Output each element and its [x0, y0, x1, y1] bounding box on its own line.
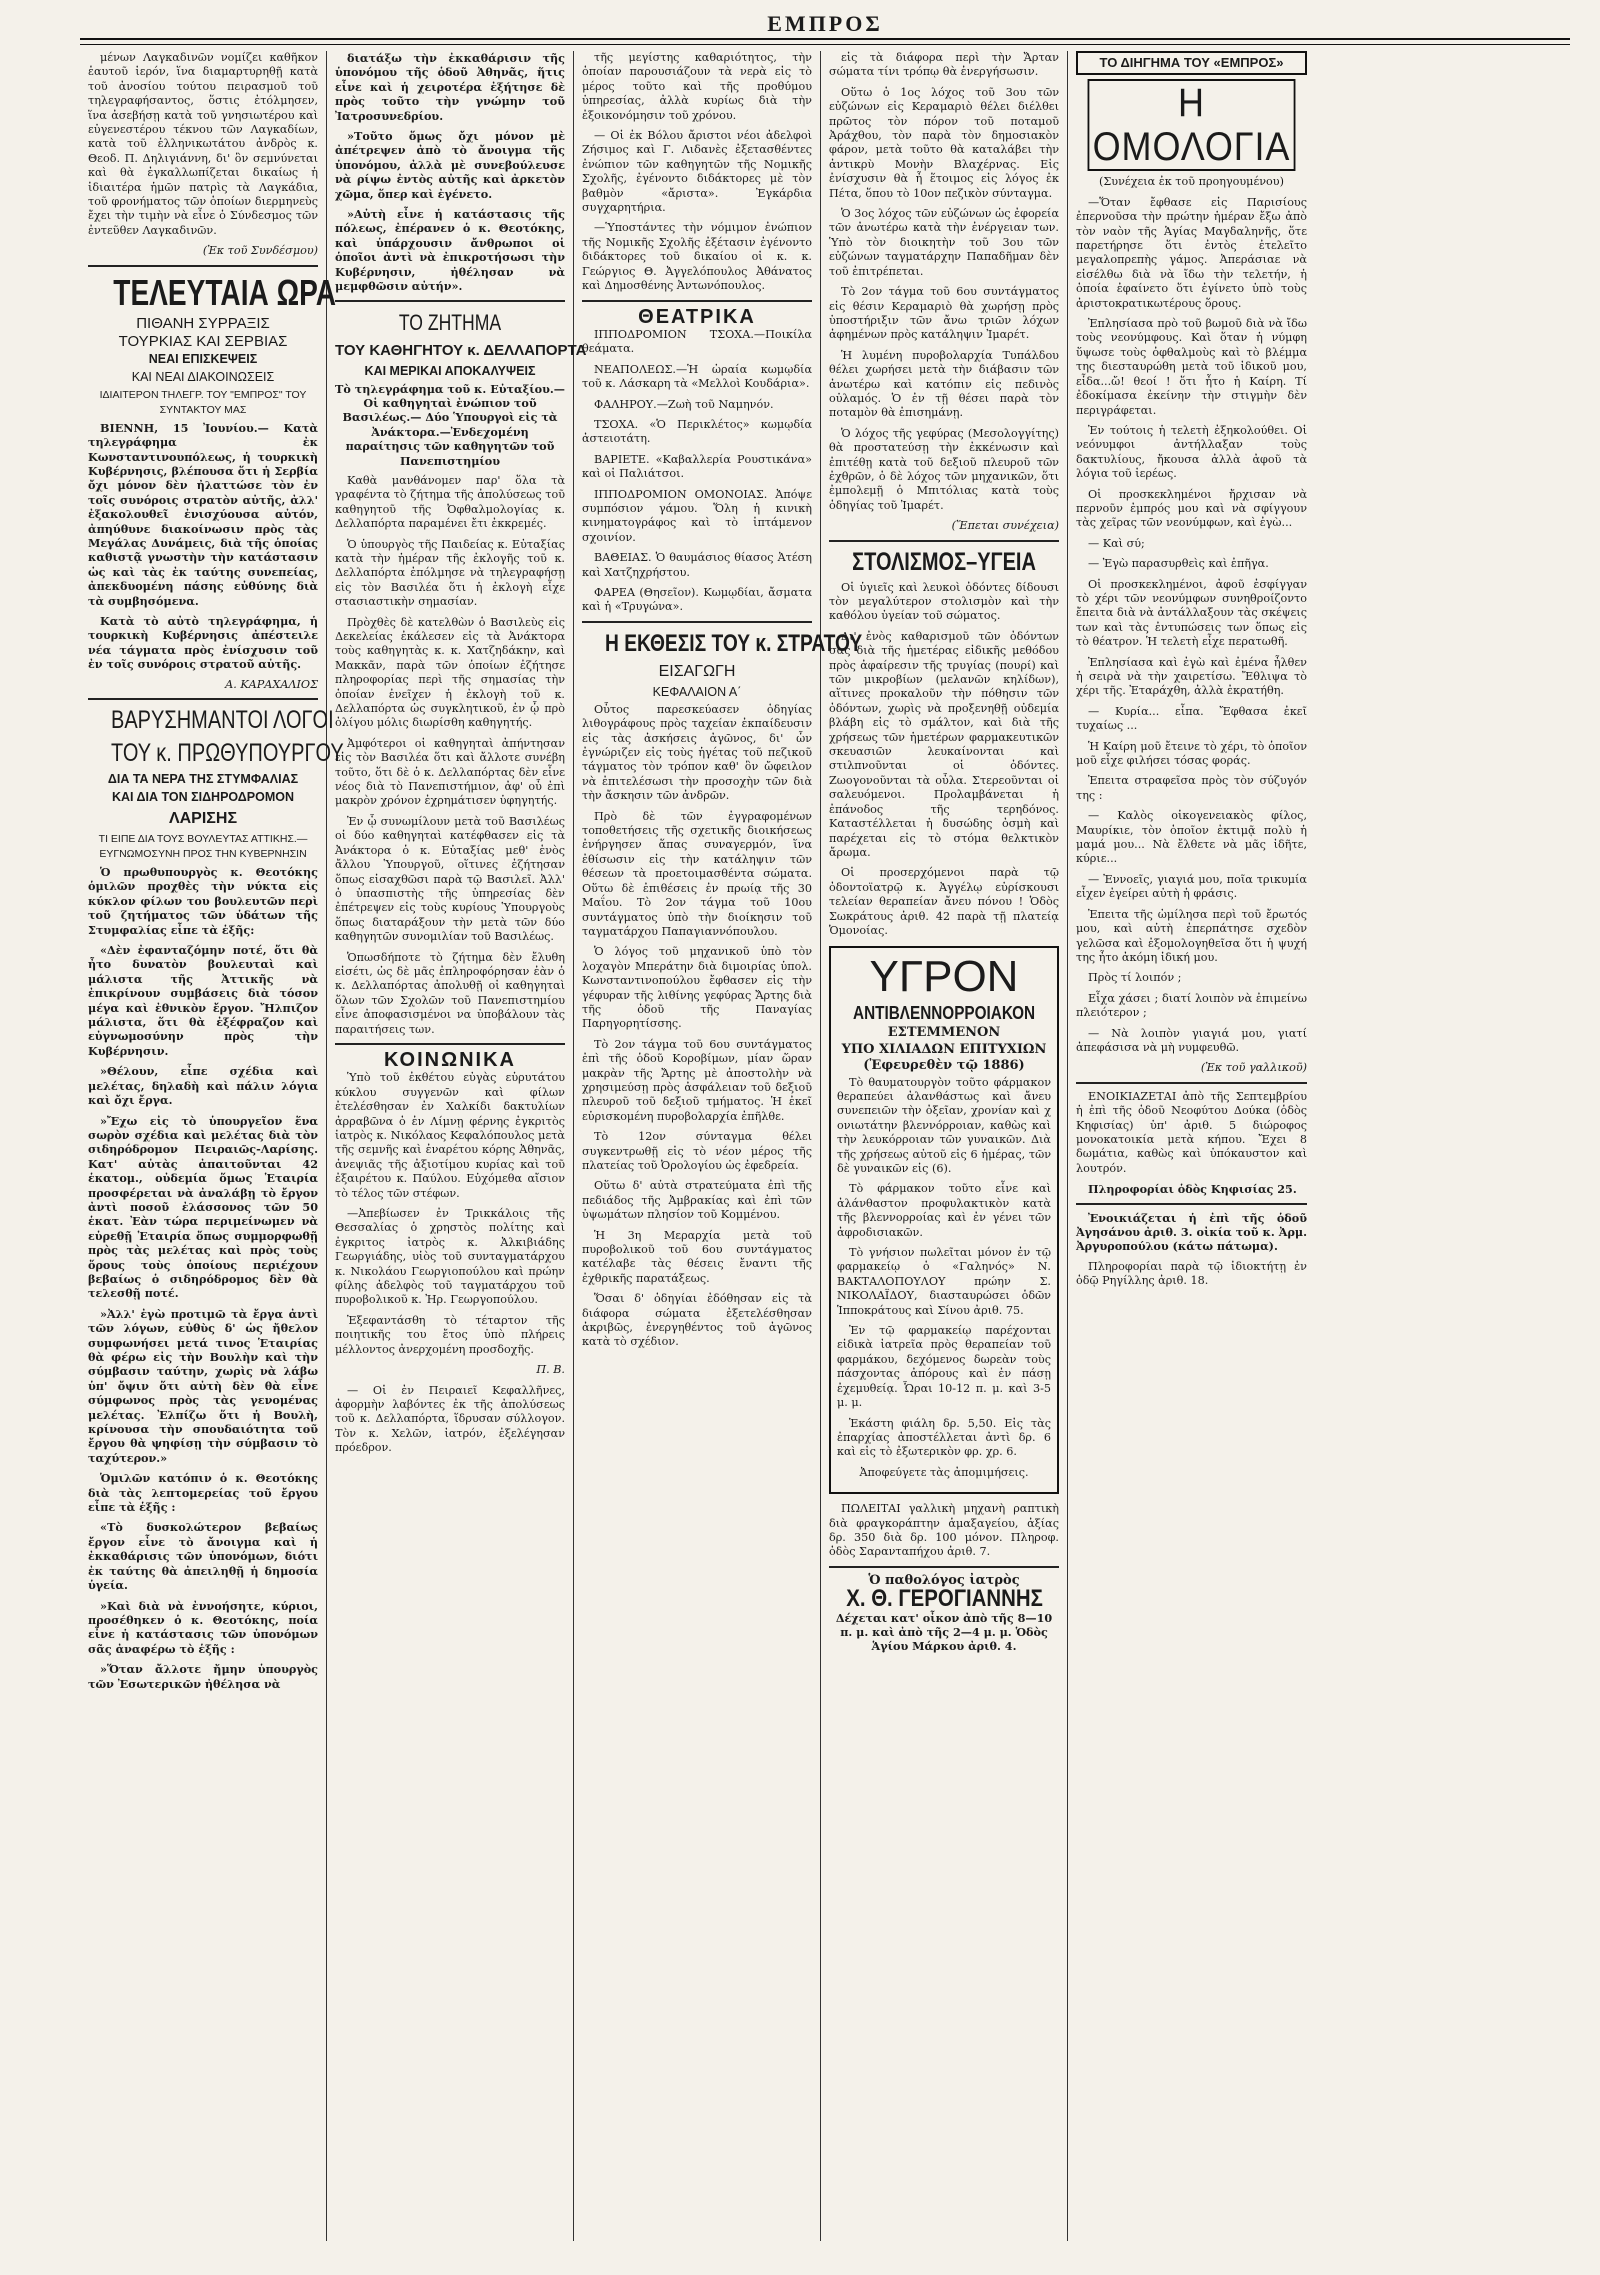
headline-prime-minister: ΤΟΥ κ. ΠΡΩΘΥΠΟΥΡΓΟΥ — [111, 739, 344, 767]
ad-text: Τὸ γνήσιον πωλεῖται μόνον ἐν τῷ φαρμακείῳ ὁ «Γαληνός» Ν. ΒΑΚΤΑΛΟΠΟΥΛΟΥ πρώην Σ. ΝΙΚΟΛΑΪΔΟΥ, διασταυρώσει ὁδῶν Ἱπποκράτους καὶ Σίνου ἀριθ. 75. — [837, 1246, 1051, 1317]
listing: ΝΕΑΠΟΛΕΩΣ.—Ἡ ὡραία κωμῳδία τοῦ κ. Λάσκαρη τὰ «Μελλοὶ Κουδάρια». — [582, 362, 812, 391]
article-paragraph: Ἐν ᾧ συνωμίλουν μετὰ τοῦ Βασιλέως οἱ δύο καθηγηταὶ κατέφθασεν εἰς τὰ Ἀνάκτορα ὁ κ. Εὐταξίας μεθ' ἑνὸς ἄλλου Ὑπουργοῦ, οἵτινες ἐζήτησαν ὅπως εἰσαχθῶσι παρὰ τῷ Βασιλεῖ. Ἀλλ' ὁ ὑπασπιστὴς τῆς ὑπηρεσίας δὲν ἐπέτρεψεν εἰς τοὺς κυρίους Ὑπουργοὺς ὅπως διαταράξουν τὴν μετὰ τῶν δύο καθηγητῶν συνομιλίαν τοῦ Βασιλέως. — [335, 814, 565, 944]
subhead: ΛΑΡΙΣΗΣ — [168, 810, 238, 827]
headline-weighty-words: ΒΑΡΥΣΗΜΑΝΤΟΙ ΛΟΓΟΙ — [111, 706, 334, 734]
headline-issue: ΤΟ ΖΗΤΗΜΑ — [398, 309, 502, 335]
story-paragraph: — Νὰ λοιπὸν γιαγιά μου, γιατί ἀπεφάσισα νὰ μὴ νυμφευθῶ. — [1076, 1026, 1307, 1054]
ad-text: Τὸ φάρμακον τοῦτο εἶνε καὶ ἀλάνθαστον προφυλακτικὸν κατὰ τῆς βλεννορροίας καὶ ἐν γένει τῶν ἀφροδισιακῶν. — [837, 1182, 1051, 1239]
article-signature: (Ἕπεται συνέχεια) — [951, 519, 1059, 533]
article-signature: Α. ΚΑΡΑΧΑΛΙΟΣ — [225, 677, 318, 691]
article-paragraph: — Οἱ ἐν Πειραιεῖ Κεφαλλῆνες, ἀφορμὴν λαβόντες ἐκ τῆς ἀπολύσεως τοῦ κ. Δελλαπόρτα, ἵδρυσαν σύλλογον. Τὸν κ. Χελῶν, ἰατρόν, ἐξελέγησαν πρόεδρον. — [335, 1383, 565, 1455]
column-3 — [574, 51, 863, 2241]
listing: ΤΣΟΧΑ. «Ὁ Περικλέτος» κωμῳδία ἀστειοτάτη. — [582, 417, 812, 446]
subhead: ΠΙΘΑΝΗ ΣΥΡΡΑΞΙΣ — [136, 314, 270, 332]
story-paragraph: Οἱ προσκεκλημένοι ἤρχισαν νὰ περνοῦν ἐμπρός μου καὶ νὰ σφίγγουν τὰς χεῖρας τῶν νεονύμφων, καὶ ἐγὼ... — [1076, 487, 1307, 530]
subhead: ΔΙΑ ΤΑ ΝΕΡΑ ΤΗΣ ΣΤΥΜΦΑΛΙΑΣ — [107, 772, 299, 786]
story-paragraph: — Καὶ σύ; — [1088, 536, 1145, 550]
ad-subtitle: ΑΝΤΙΒΛΕΝΝΟΡΡΟΙΑΚΟΝ — [853, 1003, 1036, 1024]
listing: ΙΠΠΟΔΡΟΜΙΟΝ ΤΣΟΧΑ.—Ποικίλα θεάματα. — [582, 327, 812, 356]
intro-text: μένων Λαγκαδινῶν νομίζει καθῆκον ἑαυτοῦ ἱερόν, ἵνα διαμαρτυρηθῇ κατὰ τοῦ ἀνοσίου τούτου πειρασμοῦ τοῦ τηλεγραφήσαντος, ὅστις ἐτόλμησεν, ἵνα ἀσεβήσῃ κατὰ τοῦ γνησιωτέρου καὶ εὐγενεστέρου τέκνου τῶν Λαγκαδίων, κατὰ τοῦ ἑλληνικωτάτου ἀνδρὸς κ. Θεοδ. Π. Δηλιγιάννη, δι' ὃν σεμνύνεται καὶ θὰ ἐγκαλλωπίζεται δικαίως ἡ ἰδιαιτέρα ἡμῶν πατρὶς τὰ Λαγκάδια, τοῦ φρονήματος τῶν ὁποίων διερμηνεὺς ἔχει τὴν τιμὴν νὰ εἶνε ὁ Σύνδεσμος τῶν ἐντεῦθεν Λαγκαδινῶν. — [88, 51, 318, 237]
headline-report: Η ΕΚΘΕΣΙΣ ΤΟΥ κ. ΣΤΡΑΤΟΥ — [605, 629, 863, 657]
subhead: ΚΑΙ ΜΕΡΙΚΑΙ ΑΠΟΚΑΛΥΨΕΙΣ — [364, 363, 536, 378]
article-paragraph: Οἱ προσερχόμενοι παρὰ τῷ ὀδοντοϊατρῷ κ. Ἀγγέλῳ εὑρίσκουσι τελείαν θεραπείαν ἄνευ πόνου ! Ὁδὸς Σωκράτους ἀριθ. 42 παρὰ τῇ πλατείᾳ Ὁμονοίας. — [829, 866, 1059, 937]
article-paragraph: Ἡ λυμένη πυροβολαρχία Τυπάλδου θέλει χωρήσει μετὰ τὴν διάβασιν τῶν ἀνωτέρω καὶ κατόπιν εἰς πεδινὸς οὐλαμός. Ὁ ἐν τῇ θέσει παρὰ τὸν ποταμὸν θὰ ἐπισημάνῃ. — [829, 348, 1059, 420]
ad-text: Ἑκάστη φιάλη δρ. 5,50. Εἰς τὰς ἐπαρχίας ἀποστέλλεται ἀντὶ δρ. 6 καὶ εἰς τὸ ἐξωτερικὸν φρ. χρ. 6. — [837, 1416, 1051, 1459]
article-paragraph: «Δὲν ἐφανταζόμην ποτέ, ὅτι θὰ ἦτο δυνατὸν βουλευταὶ καὶ μάλιστα τῆς Ἀττικῆς νὰ ἐπικρίνουν συμβάσεις διὰ τόσον μέγα καὶ ἐθνικὸν ἔργον. Ἤλπιζον μάλιστα, ὅτι θὰ ἐξέφραζον καὶ εὐγνωμοσύνην πρὸς τὴν Κυβέρνησιν. — [88, 943, 318, 1058]
section-theatre: ΘΕΑΤΡΙΚΑ — [638, 305, 756, 328]
article-paragraph: Ὅσαι δ' ὁδηγίαι ἐδόθησαν εἰς τὰ διάφορα σώματα ἐξετελέσθησαν ἀκριβῶς, ἐνεργηθέντος τοῦ ἀγῶνος κατὰ τὸ σχέδιον. — [582, 1292, 812, 1349]
story-paragraph: —Ὅταν ἔφθασε εἰς Παρισίους ἐπερνοῦσα τὴν πρώτην ἡμέραν ἔξω ἀπὸ τὸν ναὸν τῆς Ἁγίας Μαγδαληνῆς, ὅτε παρετήρησε ὅτι ἐντὸς ἐτελεῖτο μεγαλοπρεπὴς γάμος. Ἀπεράσιαε νὰ εἰσέλθω διὰ νὰ ἴδω τὴν τελετήν, ἡ ὁποία ἐφαίνετο ὅτι ἐγίνετο ὑπὸ τοὺς ἀριστοκρατικωτέρους ὅρους. — [1076, 195, 1307, 310]
article-paragraph: τῆς μεγίστης καθαριότητος, τὴν ὁποίαν παρουσιάζουν τὰ νερὰ εἰς τὸ μέρος τοῦτο καὶ τῆς προθύμου ὑπηρεσίας, ἀλλὰ κυρίως διὰ τὴν ἐξοικονόμησιν τοῦ χρόνου. — [582, 51, 812, 122]
story-paragraph: Ἐπλησίασα καὶ ἐγὼ καὶ ἐμένα ἦλθεν ἡ σειρὰ νὰ τὴν χαιρετίσω. Ἔθλιψα τὸ χέρι τῆς. Ἐταράχθη, ἀλλὰ ἐκρατήθη. — [1076, 655, 1307, 698]
divider — [582, 300, 812, 302]
article-paragraph: »Ὅταν ἄλλοτε ἤμην ὑπουργὸς τῶν Ἐσωτερικῶν ἠθέλησα νὰ — [88, 1662, 318, 1691]
article-paragraph: »Ἀλλ' ἐγὼ προτιμῶ τὰ ἔργα ἀντὶ τῶν λόγων, εὐθὺς δ' ὡς ἤθελον συμφωνήσει μετά τινος Ἑταιρίας θὰ φέρω εἰς τὴν Βουλὴν καὶ τὴν σύμβασιν ταύτην, χωρὶς νὰ λάβω ὑπ' ὄψιν ὅτι αὐτὴ δὲν θὰ εἶνε σύμφωνος πρὸς τὰς γενομένας μελέτας. Ἐλπίζω ὅτι ἡ Βουλὴ, κρίνουσα τὴν σπουδαιότητα τοῦ ἔργου θὰ ψηφίσῃ τὴν σύμβασιν τὸ ταχύτερον.» — [88, 1306, 318, 1465]
divider — [582, 621, 812, 623]
article-paragraph: »Καὶ διὰ νὰ ἐννοήσητε, κύριοι, προσέθηκεν ὁ κ. Θεοτόκης, ποία εἶνε ἡ κατάστασις τῶν ὑπονόμων σᾶς ἀναφέρω τὸ ἑξῆς : — [88, 1598, 318, 1656]
article-paragraph: Ἀμφότεροι οἱ καθηγηταὶ ἀπήντησαν εἰς τὸν Βασιλέα ὅτι καὶ ἄλλοτε συνέβη τοῦτο, ὅτι δὲ ὁ κ. Δελλαπόρτας δὲν εἶνε νέος διὰ τὸ Πανεπιστήμιον, ἀφ' οὗ ἐπὶ μακρὸν χρόνον ἐχρημάτισεν ὑφηγητής. — [335, 736, 565, 808]
article-paragraph: Πρὸχθὲς δὲ κατελθὼν ὁ Βασιλεὺς εἰς Δεκελείας ἐκάλεσεν εἰς τὰ Ἀνάκτορα τοὺς καθηγητὰς κ. κ. Χατζηδάκην, καὶ Μακκᾶν, παρὰ τῶν ὁποίων ἐζήτησε πληροφορίας περὶ τῆς σημασίας τὴν ὁποίαν ἐνεῖχεν ἡ ἐκλογὴ τοῦ κ. Δελλαπόρτα ὡς συγκλητικοῦ, ἐν ᾧ πρὸ ὀλίγου μόλις διωρίσθη καθηγητής. — [335, 615, 565, 730]
listing: ΦΑΡΕΑ (Θησεῖον). Κωμῳδίαι, ἄσματα καὶ ἡ «Τρυγώνα». — [582, 586, 812, 614]
article-paragraph: Ὁ λόγος τοῦ μηχανικοῦ ὑπὸ τὸν λοχαγὸν Μπεράτην διὰ διμοιρίας ὑπολ. Κωνσταντινοπούλου ἔφθασεν εἰς τὴν γέφυραν τῆς λιθίνης γεφύρας Ἄρτης διὰ τῆς ὁδοῦ τῆς Παναγίας Παρηγορητίσσης. — [582, 945, 812, 1031]
article-paragraph: »Τοῦτο ὅμως ὄχι μόνον μὲ ἀπέτρεψεν ἀπὸ τὸ ἄνοιγμα τῆς ὑπονόμου, ἀλλὰ μὲ συνεβούλευσε νὰ ρίψω ἐντὸς αὐτῆς καὶ ἀρκετὸν χῶμα, ὅπερ καὶ ἐγένετο. — [335, 129, 565, 201]
article-paragraph: Πρὸ δὲ τῶν ἐγγραφομένων τοποθετήσεις τῆς σχετικῆς διοικήσεως ἐνήργησεν ἅπας συναγερμόν, ἵνα ἐθίσωσιν εἰς τὴν κατάληψιν τῶν θέσεων τὰ προετοιμασθέντα σώματα. Οὕτω δὲ ἐπιθέσεις ἐν πρωίᾳ τῆς 30 Μαΐου. Τὸ 2ον τάγμα τοῦ 10ου συντάγματος ὑπὸ τὴν διοίκησιν τοῦ ταγματάρχου Παπαγιαννόπουλου. — [582, 809, 812, 938]
story-paragraph: Οἱ προσκεκλημένοι, ἀφοῦ ἐσφίγγαν τὸ χέρι τῶν νεονύμφων συνηθροίζοντο ἔπειτα διὰ νὰ ἀντάλλαξουν τὰς σκέψεις των καὶ τὰς ἐντυπώσεις των ὅπως εἰς τὸ θέατρον. Ἡ τελετὴ εἶχε περατωθῆ. — [1076, 577, 1307, 649]
article-paragraph: —Ἀπεβίωσεν ἐν Τρικκάλοις τῆς Θεσσαλίας ὁ χρηστὸς πολίτης καὶ ἐγκριτος ἰατρὸς κ. Ἀλκιβιάδης Γεωργιάδης, υἱὸς τοῦ συνταγματάρχου κ. Νικολάου Γεωργιοπούλου καὶ πρώην φίλης ἀδελφὸς τοῦ ταγματάρχου τοῦ πυροβολικοῦ κ. Ἠρ. Γεωργοπούλου. — [335, 1207, 565, 1307]
article-paragraph: Ὁ ὑπουργὸς τῆς Παιδείας κ. Εὐταξίας κατὰ τὴν ἡμέραν τῆς ἐκλογῆς τοῦ κ. Δελλαπόρτα ἐπόλμησε νὰ τηλεγραφήσῃ εἰς τὸν Βασιλέα ὅτι ἡ ἐκλογὴ εἶχε στασιαστικὴν σημασίαν. — [335, 537, 565, 609]
divider — [335, 1043, 565, 1045]
column-2 — [327, 51, 587, 2241]
story-paragraph: — Ἐννοεῖς, γιαγιά μου, ποῖα τρικυμία εἶχεν ἐγείρει αὐτὴ ἡ φράσις. — [1076, 872, 1307, 901]
column-5 — [1068, 51, 1315, 2241]
subhead-summary: Τὸ τηλεγράφημα τοῦ κ. Εὐταξίου.—Οἱ καθηγηταὶ ἐνώπιον τοῦ Βασιλέως.— Δύο Ὑπουργοὶ εἰς τὰ Ἀνάκτορα.—Ἐνδεχομένη παραίτησις τῶν καθηγητῶν τοῦ Πανεπιστημίου — [335, 381, 565, 468]
article-paragraph: Τὸ 2ον τάγμα τοῦ 6ου συντάγματος ἐπὶ τῆς ὁδοῦ Κοροβίμων, μίαν ὥραν μακρὰν τῆς Ἄρτης μὲ ἀποστολὴν νὰ χρησιμεύσῃ πρὸς ἀσφάλειαν τοῦ δεξιοῦ πλευροῦ τοῦ δεξιοῦ τμήματος. Ἡ ἐκεῖ εὑρισκομένη πυροβολαρχία ἐπῆλθε. — [582, 1037, 812, 1123]
story-paragraph: Εἶχα χάσει ; διατί λοιπὸν νὰ ἐπιμείνω πλειότερον ; — [1076, 991, 1307, 1020]
article-paragraph: Δι' ἐνὸς καθαρισμοῦ τῶν ὀδόντων σας διὰ τῆς ἡμετέρας εἰδικῆς μεθόδου πρὸς ἀφαίρεσιν τῆς τρυγίας (πουρί) καὶ τῶν μικροβίων (μελανῶν κηλίδων), αἵτινες προκαλοῦν τὴν πόθησιν τῶν ὀδόντων, χωρὶς νὰ προξενηθῇ οὐδεμία βλάβη εἰς τὸ σμάλτον, καὶ διὰ τῆς χρήσεως τῶν ἡμετέρων φαρμακευτικῶν σκευασιῶν λευκαίνονται καὶ στιλπνοῦνται οἱ ὀδόντες. Ζωογονοῦνται τὰ οὖλα. Στερεοῦνται οἱ σαλευόμενοι. Προλαμβάνεται ἡ ἐπάνοδος τῆς τερηδόνος. Καταστέλλεται ἡ δυσώδης ὀσμὴ καὶ παρέχεται εἰς τὸ στόμα θελκτικὸν ἄρωμα. — [829, 629, 1059, 859]
article-paragraph: Οὕτω δ' αὐτὰ στρατεύματα ἐπὶ τῆς πεδιάδος τῆς Ἀμβρακίας καὶ ἐπὶ τῶν ὑψωμάτων πλησίον τοῦ Κομμένου. — [582, 1179, 812, 1222]
headline-hygiene: ΣΤΟΛΙΣΜΟΣ–ΥΓΕΙΑ — [852, 547, 1036, 576]
ad-line: (Ἐφευρεθὲν τῷ 1886) — [863, 1058, 1025, 1074]
story-paragraph: Ἐπλησίασα πρὸ τοῦ βωμοῦ διὰ νὰ ἴδω τοὺς νεονύμφους. Καὶ ὅταν ἡ νύμφη ὕψωσε τοὺς ὀφθαλμοὺς καὶ τὸ βλέμμα της διεσταυρώθη μετὰ τοῦ ἰδικοῦ μου, εἶδα...ὤ! θεοί ! ὅτι ἦτο ἡ Καίρη. Τί ἐδοκίμασα ἐκείνην τὴν στιγμὴν δὲν περιγράφεται. — [1076, 317, 1307, 417]
article-paragraph: Οὗτος παρεσκεύασεν ὁδηγίας λιθογράφους πρὸς ταχείαν ἐκπαίδευσιν εἰς τὰς ἀσκήσεις ἀγῶνος, δι' ὧν ἐγνώριζεν εἰς τοὺς ἡγέτας τοῦ πεζικοῦ τάγματος τὸν τρόπον καθ' ὃν ὤφειλον νὰ ἐπιτελέσωσι τὴν προσοχὴν τῶν διὰ τὴν ἄσκησιν τῶν ἀνδρῶν. — [582, 702, 812, 803]
ad-text: Ἀποφεύγετε τὰς ἀπομιμήσεις. — [859, 1465, 1029, 1479]
article-paragraph: »Ἔχω εἰς τὸ ὑπουργεῖον ἕνα σωρὸν σχέδια καὶ μελέτας διὰ τὸν σιδηρόδρομον Πειραιῶς-Λαρίσης. Κατ' αὐτὰς ἀπαιτοῦνται 42 ἑκατομ., οὐδεμία ὅμως Ἑταιρία προσφέρεται νὰ ἀναλάβῃ τὸ ἔργον ἀντὶ ποσοῦ ἐλάσσονος τῶν 50 ἑκατ. Ἐὰν τώρα περιμείνωμεν νὰ εὑρεθῇ Ἑταιρία ὅπως συμμορφωθῇ πρὸς τὰς μελέτας καὶ πρὸς τοὺς ὅρους τοὺς ὁποίους περιέχουν βεβαίως ὁ σιδηρόδρομος δὲν θὰ τελεσθῇ ποτέ. — [88, 1113, 318, 1301]
story-paragraph: Ἐν τούτοις ἡ τελετὴ ἐξηκολούθει. Οἱ νεόνυμφοι ἀντήλλαξαν τοὺς δακτυλίους, ἤκουσα ἀλλὰ ἀφοῦ τὰ λόγια τοῦ ἱερέως. — [1076, 423, 1307, 481]
listing: ΙΠΠΟΔΡΟΜΙΟΝ ΟΜΟΝΟΙΑΣ. Ἀπόψε συμπόσιον γάμου. Ὅλη ἡ κινικὴ κινηματογράφος καὶ τὸ ἰπτάμενον σχοινίον. — [582, 487, 812, 544]
article-paragraph: Ἡ 3η Μεραρχία μετὰ τοῦ πυροβολικοῦ τοῦ 6ου συντάγματος κατέλαβε τὰς θέσεις ἔναντι τῆς ἐχθρικῆς παρατάξεως. — [582, 1228, 812, 1285]
article-paragraph: «Τὸ δυσκολώτερον βεβαίως ἔργον εἶνε τὸ ἄνοιγμα καὶ ἡ ἐκκαθάρισις τῶν ὑπονόμων, διότι ἐκ ταύτης θὰ ἀπειληθῇ ἡ δημοσία ὑγεία. — [88, 1520, 318, 1593]
article-paragraph: διατάξω τὴν ἐκκαθάρισιν τῆς ὑπονόμου τῆς ὁδοῦ Ἀθηνᾶς, ἥτις εἶνε καὶ ἡ χειροτέρα ἐξήτησε δὲ πρὸς τοῦτο τὴν γνώμην τοῦ Ἰατροσυνεδρίου. — [335, 51, 565, 123]
ad-doctor-label: Ὁ παθολόγος ἰατρὸς — [868, 1572, 1020, 1588]
subhead: ΕΙΣΑΓΩΓΗ — [658, 662, 736, 680]
classified: Πληροφορίαι παρὰ τῷ ἰδιοκτήτῃ ἐν ὁδῷ Ρηγίλλης ἀριθ. 18. — [1076, 1259, 1307, 1288]
article-paragraph: Καθὰ μανθάνομεν παρ' ὅλα τὰ γραφέντα τὸ ζήτημα τῆς ἀπολύσεως τοῦ καθηγητοῦ τῆς Ὀφθαλμολογίας κ. Δελλαπόρτα παραμένει ἔτι ἐκκρεμές. — [335, 473, 565, 531]
masthead-rule — [80, 38, 1570, 45]
ad-line: ΕΣΤΕΜΜΕΝΟΝ — [887, 1025, 1001, 1041]
article-paragraph: εἰς τὰ διάφορα περὶ τὴν Ἄρταν σώματα τίνι τρόπῳ θὰ ἐνεργήσωσιν. — [829, 51, 1059, 79]
classified: ΕΝΟΙΚΙΑΖΕΤΑΙ ἀπὸ τῆς Σεπτεμβρίου ἡ ἐπὶ τῆς ὁδοῦ Νεοφύτου Δούκα (ὁδὸς Κηφισίας) ὑπ' ἀριθ. 5 διώροφος μονοκατοικία μετὰ κήπου. Ἔχει 8 δωμάτια, καθὼς καὶ ὑπόκαυστον καὶ λουτρόν. — [1076, 1089, 1307, 1175]
article-paragraph: ΒΙΕΝΝΗ, 15 Ἰουνίου.— Κατὰ τηλεγράφημα ἐκ Κωνσταντινουπόλεως, ἡ τουρκικὴ Κυβέρνησις, βλέπουσα ὅτι ἡ Σερβία ὄχι μόνον δὲν ἠλαττώσε τὸν ἐν τοῖς συνόροις στρατὸν αὐτῆς, ἀλλ' ἐξακολουθεῖ ἐνισχύουσα αὐτόν, ἀπηύθυνε διακοίνωσιν πρὸς τὰς Μεγάλας Δυνάμεις, διὰ τῆς ὁποίας καθιστᾷ γνωστὴν τὴν κατάστασιν ὡς καὶ τὰς ἐκ ταύτης συνεπείας, ἀπεκδυομένη πάσης εὐθύνης διὰ τὰ συμβησόμενα. — [88, 420, 318, 608]
subhead: ΚΑΙ ΝΕΑΙ ΔΙΑΚΟΙΝΩΣΕΙΣ — [131, 369, 275, 384]
divider — [88, 698, 318, 700]
classified: Ἐνοικιάζεται ἡ ἐπὶ τῆς ὁδοῦ Ἀγησάνου ἀριθ. 3. οἰκία τοῦ κ. Ἀρμ. Ἀργυροπούλου (κάτω πάτωμα). — [1076, 1210, 1307, 1254]
article-signature: Π. Β. — [536, 1363, 565, 1377]
article-paragraph: Οἱ ὑγιεῖς καὶ λευκοὶ ὀδόντες δίδουσι τὸν μεγαλύτερον στολισμὸν καὶ τὴν καθόλου ὑγείαν τοῦ σώματος. — [829, 580, 1059, 623]
article-paragraph: Τὸ 2ον τάγμα τοῦ 6ου συντάγματος εἰς θέσιν Κεραμαριὸ θὰ χωρήσῃ πρὸς ὑποστήριξιν τῶν ἄνω τριῶν λόχων ἀφημένων πρὸς κατάληψιν Ἰμαρέτ. — [829, 285, 1059, 342]
article-paragraph: Ὁμιλῶν κατόπιν ὁ κ. Θεοτόκης διὰ τὰς λεπτομερείας τοῦ ἔργου εἶπε τὰ ἑξῆς : — [88, 1471, 318, 1515]
listing: ΦΑΛΗΡΟΥ.—Ζωὴ τοῦ Ναμηνόν. — [594, 397, 774, 411]
story-paragraph: — Ἐγὼ παρασυρθεὶς καὶ ἐπῆγα. — [1088, 557, 1269, 571]
divider — [88, 265, 318, 267]
ad-text: Ἐν τῷ φαρμακείῳ παρέχονται εἰδικὰ ἰατρεῖα πρὸς θεραπείαν τοῦ φαρμάκου, δεχόμενος δωρεὰν τοὺς πάσχοντας ἀπόρους καὶ ἐν πάσῃ ἐχεμυθείᾳ. Ὧραι 10-12 π. μ. καὶ 3-5 μ. μ. — [837, 1324, 1051, 1410]
masthead: ΕΜΠΡΟΣ — [767, 11, 883, 36]
story-paragraph: Ἡ Καίρη μοῦ ἔτεινε τὸ χέρι, τὸ ὁποῖον μοῦ εἶχε φιλήσει τόσας φοράς. — [1076, 739, 1307, 768]
divider — [829, 540, 1059, 542]
article-paragraph: Κατὰ τὸ αὐτὸ τηλεγράφημα, ἡ τουρκικὴ Κυβέρνησις ἀπέστειλε νέα τάγματα πρὸς ἐνίσχυσιν τοῦ ἐν τοῖς συνόροις στρατοῦ αὐτῆς. — [88, 613, 318, 672]
subhead: ΤΙ ΕΙΠΕ ΔΙΑ ΤΟΥΣ ΒΟΥΛΕΥΤΑΣ ΑΤΤΙΚΗΣ.— ΕΥΓΝΩΜΟΣΥΝΗ ΠΡΟΣ ΤΗΝ ΚΥΒΕΡΝΗΣΙΝ — [98, 833, 308, 860]
classified: ΠΩΛΕΙΤΑΙ γαλλικὴ μηχανὴ ραπτικὴ διὰ φραγκοράπτην ἁμαξαγείου, ἀξίας δρ. 350 διὰ δρ. 100 μόνον. Πληροφ. ὁδὸς Σαρανταπήχου ἀριθ. 7. — [829, 1502, 1059, 1559]
ad-text: Τὸ θαυματουργὸν τοῦτο φάρμακον θεραπεύει ἀλανθάστως καὶ ἄνευ συνεπειῶν τὴν ὀξεῖαν, χρονίαν καὶ χ ονιωτάτην βλεννόρροιαν, καθὼς καὶ τὴν λευκόρροιαν τῶν γυναικῶν. Διὰ τῆς χρήσεως αὐτοῦ εἰς 6 ἡμέρας, τῶν δὲ γυναικῶν εἰς (6). — [837, 1075, 1051, 1175]
divider — [1076, 1203, 1307, 1205]
ad-line: ΥΠΟ ΧΙΛΙΑΔΩΝ ΕΠΙΤΥΧΙΩΝ — [841, 1041, 1047, 1057]
article-paragraph: Τὸ 12ον σύνταγμα θέλει συγκεντρωθῇ εἰς τὸ νέον μέρος τῆς πλατείας τοῦ Ὀρολογίου ὡς ἐφεδρεία. — [582, 1130, 812, 1172]
subhead: ΚΕΦΑΛΑΙΟΝ Α΄ — [652, 684, 742, 699]
article-paragraph: Ὁ πρωθυπουργὸς κ. Θεοτόκης ὁμιλῶν προχθὲς τὴν νύκτα εἰς κύκλον φίλων του βουλευτῶν περὶ τοῦ ζητήματος τῶν ὑδάτων τῆς Στυμφαλίας εἶπε τὰ ἑξῆς: — [88, 865, 318, 937]
story-signature: (Ἐκ τοῦ γαλλικοῦ) — [1200, 1061, 1307, 1075]
listing: ΒΑΘΕΙΑΣ. Ὁ θαυμάσιος θίασος Ἀτέση καὶ Χατζηχρήστου. — [582, 551, 812, 579]
section-social: ΚΟΙΝΩΝΙΚΑ — [383, 1048, 516, 1071]
article-paragraph: Ἐξεφαντάσθη τὸ τέταρτον τῆς ποιητικῆς του ἔτος ὑπὸ πλήρεις μέλλοντος ἀνερχομένη προσδοχῆς. — [335, 1313, 565, 1356]
story-paragraph: Πρὸς τί λοιπόν ; — [1088, 971, 1182, 985]
article-paragraph: Ὁ λόχος τῆς γεφύρας (Μεσολογγίτης) θὰ προστατεύσῃ τὴν ἐκκένωσιν καὶ ἐπιτέθῃ κατὰ τοῦ δεξιοῦ πλευροῦ τῶν ἐχθρῶν, ὁ δὲ λόχος τῶν μηχανικῶν, ὅτι ἐμπολεμῇ ὁ Μπιτόλιας κατὰ τοὺς ὁδηγίας τοῦ Ἰμαρέτ. — [829, 426, 1059, 512]
subhead: ΚΑΙ ΔΙΑ ΤΟΝ ΣΙΔΗΡΟΔΡΟΜΟΝ — [111, 790, 295, 804]
divider — [1076, 1082, 1307, 1084]
column-1 — [80, 51, 344, 2241]
classified: Πληροφορίαι ὁδὸς Κηφισίας 25. — [1088, 1182, 1297, 1197]
advertisement-remedy — [829, 946, 1059, 1494]
subhead: ΝΕΑΙ ΕΠΙΣΚΕΨΕΙΣ — [148, 351, 258, 366]
subhead: ΙΔΙΑΙΤΕΡΟΝ ΤΗΛΕΓΡ. ΤΟΥ "ΕΜΠΡΟΣ" ΤΟΥ ΣΥΝΤΑΚΤΟΥ ΜΑΣ — [99, 388, 307, 416]
story-paragraph: — Κυρία... εἶπα. Ἔφθασα ἐκεῖ τυχαίως ... — [1076, 704, 1307, 733]
story-paragraph: — Καλὸς οἰκογενειακὸς φίλος, Μαυρίκιε, τὸν ὁποῖον ἐκτιμᾷ πολὺ ἡ μαμά μου... Νὰ ἔλθετε νὰ μᾶς ἰδῆτε, κύριε... — [1076, 809, 1307, 866]
intro-signature: (Ἐκ τοῦ Συνδέσμου) — [202, 244, 318, 258]
serial-subtitle: (Συνέχεια ἐκ τοῦ προηγουμένου) — [1099, 175, 1284, 189]
ad-doctor-name: Χ. Θ. ΓΕΡΟΓΙΑΝΝΗΣ — [846, 1585, 1043, 1613]
story-paragraph: Ἐπειτα τῆς ὠμίλησα περὶ τοῦ ἔρωτός μου, καὶ αὐτὴ ἐπερπάτησε σχεδὸν γελῶσα καὶ ἐξομολογηθεῖσα ὅτι ἡ ψυχή της ἦτο ἀκόμη ἰδική μου. — [1076, 907, 1307, 964]
listing: ΒΑΡΙΕΤΕ. «Καβαλλερία Ρουστικάνα» καὶ οἱ Παλιάτσοι. — [582, 452, 812, 481]
headline-last-hour: ΤΕΛΕΥΤΑΙΑ ΩΡΑ — [113, 271, 337, 313]
story-paragraph: Ἐπειτα στραφεῖσα πρὸς τὸν σύζυγόν της : — [1076, 774, 1307, 802]
article-paragraph: »Αὐτὴ εἶνε ἡ κατάστασις τῆς πόλεως, ἐπέρανεν ὁ κ. Θεοτόκης, καὶ ὑπάρχουσιν ἄνθρωποι οἱ ὁποῖοι ἀντὶ νὰ ἐπικροτήσωσι τὴν Κυβέρνησιν, ἠθέλησαν νὰ μεμφθῶσιν αὐτήν». — [335, 207, 565, 294]
article-paragraph: Ὁ 3ος λόχος τῶν εὐζώνων ὡς ἐφορεία τῶν ἀνωτέρω κατὰ τὴν ἐνέργειαν των. Ὑπὸ τὸν διοικητὴν τοῦ 3ου τῶν εὐζώνων ταγματάρχην Παπαδῆμαν δὲν τοῦ ἐπιτρέπεται. — [829, 207, 1059, 278]
article-paragraph: »Θέλουν, εἶπε σχέδια καὶ μελέτας, δηλαδὴ καὶ πάλιν λόγια καὶ ὄχι ἔργα. — [88, 1064, 318, 1108]
article-paragraph: Οὕτω ὁ 1ος λόχος τοῦ 3ου τῶν εὐζώνων εἰς Κεραμαριὸ θέλει διέλθει πρῶτος τὸν πόρον τοῦ ποταμοῦ Ἀράχθου, τὸν παρὰ τὸν δημοσιακὸν φάρον, μετὰ τοῦτο θὰ καταλάβει τὴν ἀντικρὺ Μονὴν Βλαχέρνας. Εἰς ἐνίσχυσιν θὰ ἦ ἕτοιμος εἰς λόγος ἐκ Πέτα, ὅπου τὸ 10ον πεζικὸν σύνταγμα. — [829, 85, 1059, 200]
divider — [335, 300, 565, 302]
divider — [829, 1566, 1059, 1568]
serial-title: Η ΟΜΟΛΟΓΙΑ — [1088, 79, 1296, 171]
article-paragraph: — Οἱ ἐκ Βόλου ἄριστοι νέοι ἀδελφοὶ Ζήσιμος καὶ Γ. Λιδανὲς ἐξετασθέντες ἐνώπιον τῶν καθηγητῶν τῆς Νομικῆς Σχολῆς, ἐγένοντο διδάκτορες μὲ τὸν βαθμὸν «ἄριστα». Ἐγκάρδια συγχαρητήρια. — [582, 129, 812, 215]
columns — [80, 51, 1570, 2241]
headline-professor: ΤΟΥ ΚΑΘΗΓΗΤΟΥ κ. ΔΕΛΛΑΠΟΡΤΑ — [335, 341, 587, 359]
column-4 — [821, 51, 1068, 2241]
serial-header: ΤΟ ΔΙΗΓΗΜΑ ΤΟΥ «ΕΜΠΡΟΣ» — [1076, 51, 1307, 75]
article-paragraph: —Ὑποστάντες τὴν νόμιμον ἐνώπιον τῆς Νομικῆς Σχολῆς ἐξέτασιν ἐγένοντο διδάκτορες τοῦ δικαίου οἱ κ. κ. Γεώργιος Θ. Ἀγγελόπουλος Ἀθάνατος καὶ Δημοσθένης Ἀντωνόπουλος. — [582, 221, 812, 293]
article-paragraph: Ὑπὸ τοῦ ἐκθέτου εὐγὰς εὑρυτάτου κύκλου συγγενῶν καὶ φίλων ἐτελέσθησαν ἐν Χαλκίδι δακτυλίων ἀρραβῶνα ὁ ἐν Λίμνῃ φέρνης ἐγκριτὸς ἰατρὸς κ. Νικόλαος Κεφαλόπουλος μετὰ τῆς σεμνῆς καὶ ἐναρέτου κόρης Ἀθηνᾶς, ἀνεψιᾶς τῆς ἀξιοτίμου κυρίας καὶ τοῦ ἐξαιρέτου κ. Παύλου. Εὐχόμεθα αἴσιον τὸ τέλος τῶν στέφων. — [335, 1071, 565, 1200]
subhead: ΤΟΥΡΚΙΑΣ ΚΑΙ ΣΕΡΒΙΑΣ — [118, 332, 288, 350]
article-paragraph: Ὁπωσδήποτε τὸ ζήτημα δὲν ἔλυθη εἰσέτι, ὡς δὲ μᾶς ἐπληροφόρησαν ἐὰν ὁ κ. Δελλαπόρτας ἀπολυθῇ οἱ καθηγηταὶ ὅλων τῶν Σχολῶν τοῦ Πανεπιστημίου εἶνε ἀποφασισμένοι να ὑποβάλουν τὰς παραιτήσεις των. — [335, 950, 565, 1036]
ad-title: ΥΓΡΟΝ — [869, 952, 1019, 1002]
ad-doctor-hours: Δέχεται κατ' οἶκον ἀπὸ τῆς 8—10 π. μ. καὶ ἀπὸ τῆς 2—4 μ. μ. Ὁδὸς Ἁγίου Μάρκου ἀριθ. 4. — [835, 1610, 1053, 1654]
